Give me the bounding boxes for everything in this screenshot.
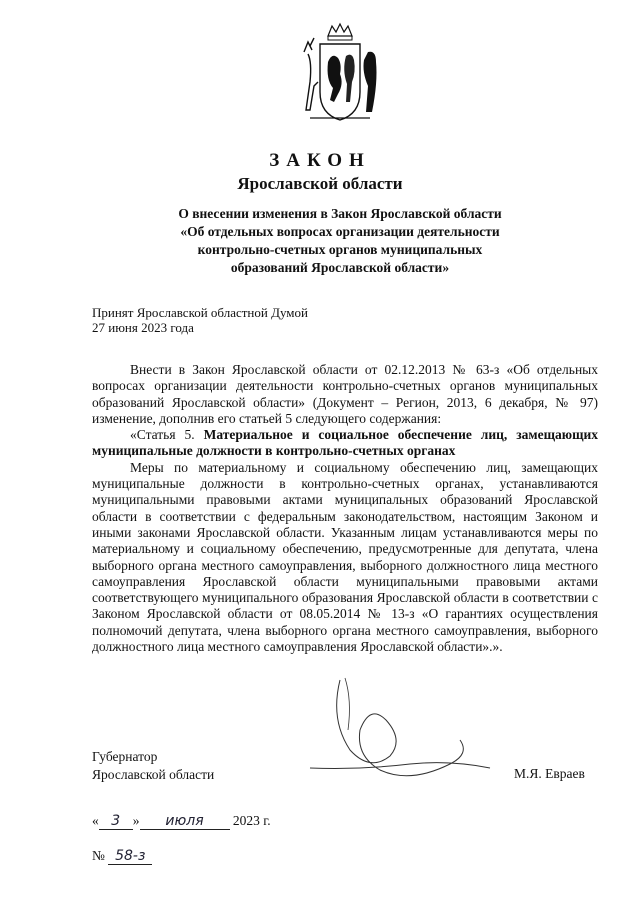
law-subtitle [140, 205, 540, 277]
subtitle-line: контрольно-счетных органов муниципальных [197, 242, 483, 257]
law-heading: ЗАКОН [269, 150, 371, 171]
body-paragraph: Меры по материальному и социальному обеспечению лиц, замещающих муниципальные должности в контрольно-счетных органах, устанавливаются муниципальными правовыми актами муниципальных образований Ярославской области в соответствии с федеральным законодательством, настоящим Законом и иными законами Ярославской области. Указанным лицам устанавливаются меры по материальному и социальному обеспечению, предусмотренные для депутата, члена выборного органа местного самоуправления, выборного должностного лица местного самоуправления Ярославской области муниципальными правовыми актами соответствующего муниципального образования Ярославской области в соответствии с Законом Ярославской области от 08.05.2014 № 13-з «О гарантиях осуществления полномочий депутата, члена выборного органа местного самоуправления, выборного должностного лица местного самоуправления Ярославской области».». [92, 459, 598, 655]
article-heading [92, 427, 598, 460]
signing-date [92, 813, 271, 830]
article-prefix: «Статья 5. [130, 427, 195, 443]
date-year: 2023 г. [232, 813, 271, 828]
number-prefix: № [92, 848, 105, 863]
coat-of-arms-emblem [290, 22, 390, 127]
governor-title-line: Ярославской области [92, 767, 215, 782]
date-day: 3 [99, 813, 133, 830]
date-open-quote: « [92, 813, 99, 828]
law-body [92, 362, 598, 655]
subtitle-line: образований Ярославской области» [230, 260, 450, 275]
number-value: 58-з [108, 848, 152, 865]
subtitle-line: О внесении изменения в Закон Ярославской области [178, 206, 502, 221]
date-close-quote: » [132, 813, 140, 828]
region-heading: Ярославской области [237, 174, 403, 193]
adoption-date: 27 июня 2023 года [92, 320, 194, 335]
governor-name: М.Я. Евраев [514, 766, 585, 781]
law-number [92, 848, 152, 865]
article-title: Материальное и социальное обеспечение лиц, замещающих муниципальные должности в контрольно-счетных органах [92, 427, 598, 459]
body-paragraph: Внести в Закон Ярославской области от 02.12.2013 № 63-з «Об отдельных вопросах организации деятельности контрольно-счетных органов муниципальных образований Ярославской области» (Документ – Регион, 2013, 6 декабря, № 97) изменение, дополнив его статьей 5 следующего содержания: [92, 362, 598, 426]
governor-title [92, 748, 214, 784]
handwritten-signature [300, 660, 520, 790]
adoption-note [92, 305, 308, 335]
adoption-line: Принят Ярославской областной Думой [92, 305, 308, 320]
subtitle-line: «Об отдельных вопросах организации деятельности [180, 224, 500, 239]
governor-title-line: Губернатор [92, 749, 158, 764]
date-month: июля [140, 813, 230, 830]
